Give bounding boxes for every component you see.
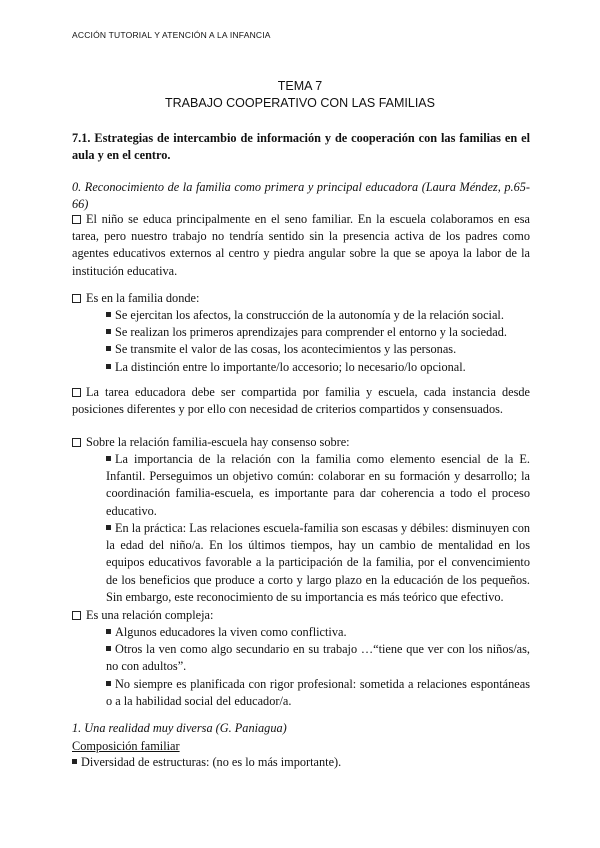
bullet-icon	[106, 681, 111, 686]
checkbox-bullet-icon	[72, 388, 81, 397]
section-heading: 7.1. Estrategias de intercambio de información y de cooperación con las familias en el aula y en el centro.	[72, 131, 530, 163]
list-item-text: La distinción entre lo importante/lo accesorio; lo necesario/lo opcional.	[115, 359, 466, 374]
bullet-icon	[106, 525, 111, 530]
family-list	[72, 307, 530, 376]
complex-intro-text: Es una relación compleja:	[86, 608, 214, 622]
list-item	[106, 324, 530, 341]
bullet-icon	[106, 364, 111, 369]
paragraph-1	[72, 211, 530, 280]
list-item	[106, 341, 530, 358]
checkbox-bullet-icon	[72, 438, 81, 447]
complex-item-3	[106, 676, 530, 710]
bullet-icon	[106, 456, 111, 461]
bullet-icon	[106, 329, 111, 334]
complex-item-1-text: Algunos educadores la viven como conflictiva.	[115, 625, 347, 639]
checkbox-bullet-icon	[72, 611, 81, 620]
subsection-0-heading: 0. Reconocimiento de la familia como primera y principal educadora (Laura Méndez, p.65-66)	[72, 180, 530, 212]
complex-item-2	[106, 641, 530, 675]
consensus-item-2	[106, 520, 530, 606]
complex-intro	[72, 607, 530, 624]
bullet-icon	[106, 629, 111, 634]
consensus-intro	[72, 434, 530, 451]
family-composition-heading: Composición familiar	[72, 739, 180, 753]
bullet-icon	[106, 646, 111, 651]
paragraph-2-text: La tarea educadora debe ser compartida por familia y escuela, cada instancia desde posiciones diferentes y por ello con necesidad de criterios compartidos y consensuados.	[72, 385, 530, 417]
composition-item-1	[72, 754, 530, 771]
complex-item-3-text: No siempre es planificada con rigor profesional: sometida a relaciones espontáneas o a la habilidad social del educador/a.	[106, 677, 530, 709]
complex-item-2-text: Otros la ven como algo secundario en su trabajo …“tiene que ver con los niños/as, no con adultos”.	[106, 642, 530, 674]
consensus-intro-text: Sobre la relación familia-escuela hay consenso sobre:	[86, 435, 350, 449]
checkbox-bullet-icon	[72, 294, 81, 303]
list-item-text: Se realizan los primeros aprendizajes para comprender el entorno y la sociedad.	[115, 325, 507, 340]
consensus-item-2-text: En la práctica: Las relaciones escuela-familia son escasas y débiles: disminuyen con la edad del niño/a. En los últimos tiempos, hay un cambio de mentalidad en los equipos educativos favorable a la participación de la familia, por el convencimiento de los beneficios que produce a corto y largo plazo en la educación de los pequeños. Sin embargo, este reconocimiento de su importancia es más teórico que efectivo.	[106, 521, 530, 604]
composition-item-1-text: Diversidad de estructuras: (no es lo más importante).	[81, 755, 342, 769]
paragraph-2	[72, 384, 530, 418]
chapter-number: TEMA 7	[277, 79, 323, 93]
consensus-item-1-text: La importancia de la relación con la familia como elemento esencial de la E. Infantil. Perseguimos un objetivo común: colaborar en su formación y desarrollo; la coordinación familia-escuela, es importante para dar coherencia a todo el proceso educativo.	[106, 452, 530, 518]
complex-item-1	[106, 624, 530, 641]
checkbox-bullet-icon	[72, 215, 81, 224]
consensus-item-1	[106, 451, 530, 520]
list-item-text: Se ejercitan los afectos, la construcción de la autonomía y de la relación social.	[115, 308, 504, 322]
paragraph-1-text: El niño se educa principalmente en el seno familiar. En la escuela colaboramos en esa tarea, pero nuestro trabajo no tendría sentido sin la presencia activa de los padres como agentes educativos externos al centro y piedra angular sobre la que se apoya la labor de la institución educativa.	[72, 212, 530, 278]
list-item-text: Se transmite el valor de las cosas, los acontecimientos y las personas.	[115, 342, 457, 357]
subsection-1-heading: 1. Una realidad muy diversa (G. Paniagua)	[72, 721, 287, 735]
bullet-icon	[106, 312, 111, 317]
chapter-title: TRABAJO COOPERATIVO CON LAS FAMILIAS	[165, 96, 435, 110]
list-item	[106, 359, 530, 376]
family-intro-text: Es en la familia donde:	[86, 291, 200, 305]
list-item	[106, 307, 530, 324]
running-header: ACCIÓN TUTORIAL Y ATENCIÓN A LA INFANCIA	[72, 30, 271, 40]
bullet-icon	[106, 346, 111, 351]
family-intro	[72, 290, 530, 307]
bullet-icon	[72, 759, 77, 764]
